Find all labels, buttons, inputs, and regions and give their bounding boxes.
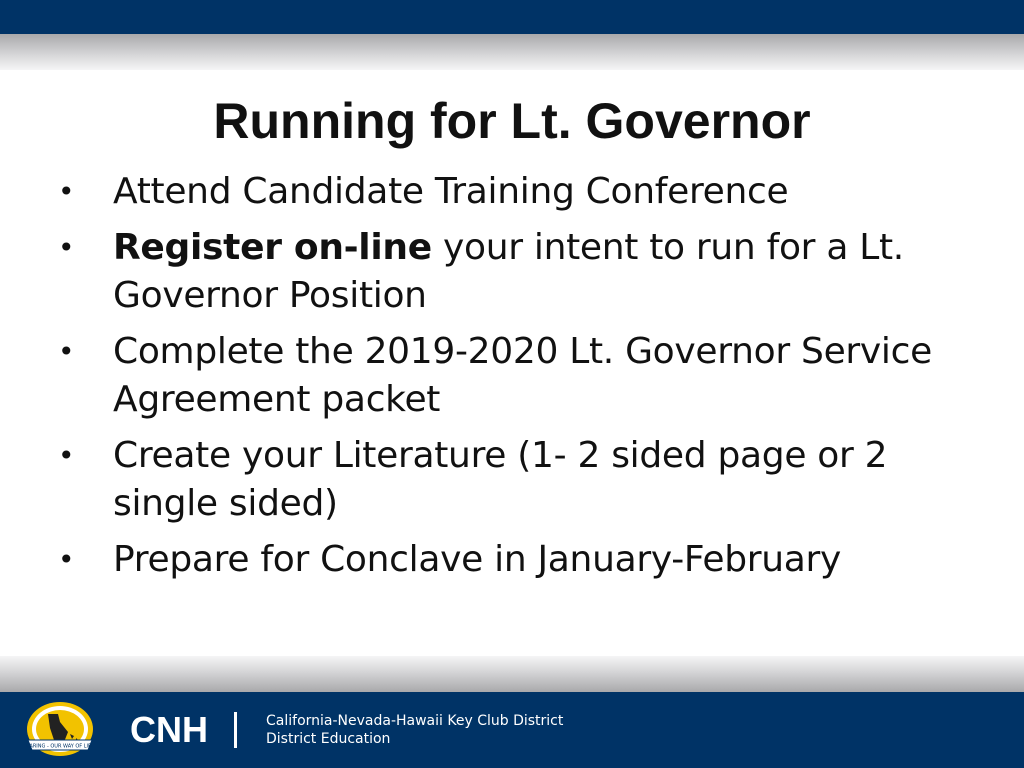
footer-gradient <box>0 656 1024 692</box>
bullet-icon: • <box>58 175 75 208</box>
slide-title: Running for Lt. Governor <box>213 93 811 149</box>
bullet-icon: • <box>58 439 75 472</box>
organization-name: California-Nevada-Hawaii Key Club District <box>266 713 564 729</box>
brand-name: CNH <box>130 709 208 750</box>
bullet-text: Complete the 2019-2020 Lt. Governor Service Agreement packet <box>113 331 932 420</box>
bullet-text: Attend Candidate Training Conference <box>113 171 789 212</box>
logo-text: CARING - OUR WAY OF LIFE <box>25 743 95 750</box>
bullet-icon: • <box>58 543 75 576</box>
bullet-list <box>58 168 998 592</box>
bullet-item <box>58 224 998 320</box>
bullet-bold-text: Register on-line <box>113 227 432 268</box>
bullet-icon: • <box>58 335 75 368</box>
bullet-text: Create your Literature (1- 2 sided page or 2 single sided) <box>113 435 888 524</box>
bullet-item <box>58 432 998 528</box>
department-name: District Education <box>266 731 391 747</box>
bullet-item <box>58 328 998 424</box>
bullet-text: Prepare for Conclave in January-February <box>113 539 842 580</box>
bullet-text: your intent to run for a Lt. Governor Position <box>113 227 904 316</box>
key-club-seal-icon <box>24 700 96 760</box>
footer-bar <box>0 692 1024 768</box>
header-gradient <box>0 34 1024 70</box>
bullet-item <box>58 168 998 216</box>
organization-info <box>266 712 563 748</box>
brand-separator <box>234 712 237 748</box>
bullet-item <box>58 536 998 584</box>
bullet-icon: • <box>58 231 75 264</box>
header-band <box>0 0 1024 34</box>
